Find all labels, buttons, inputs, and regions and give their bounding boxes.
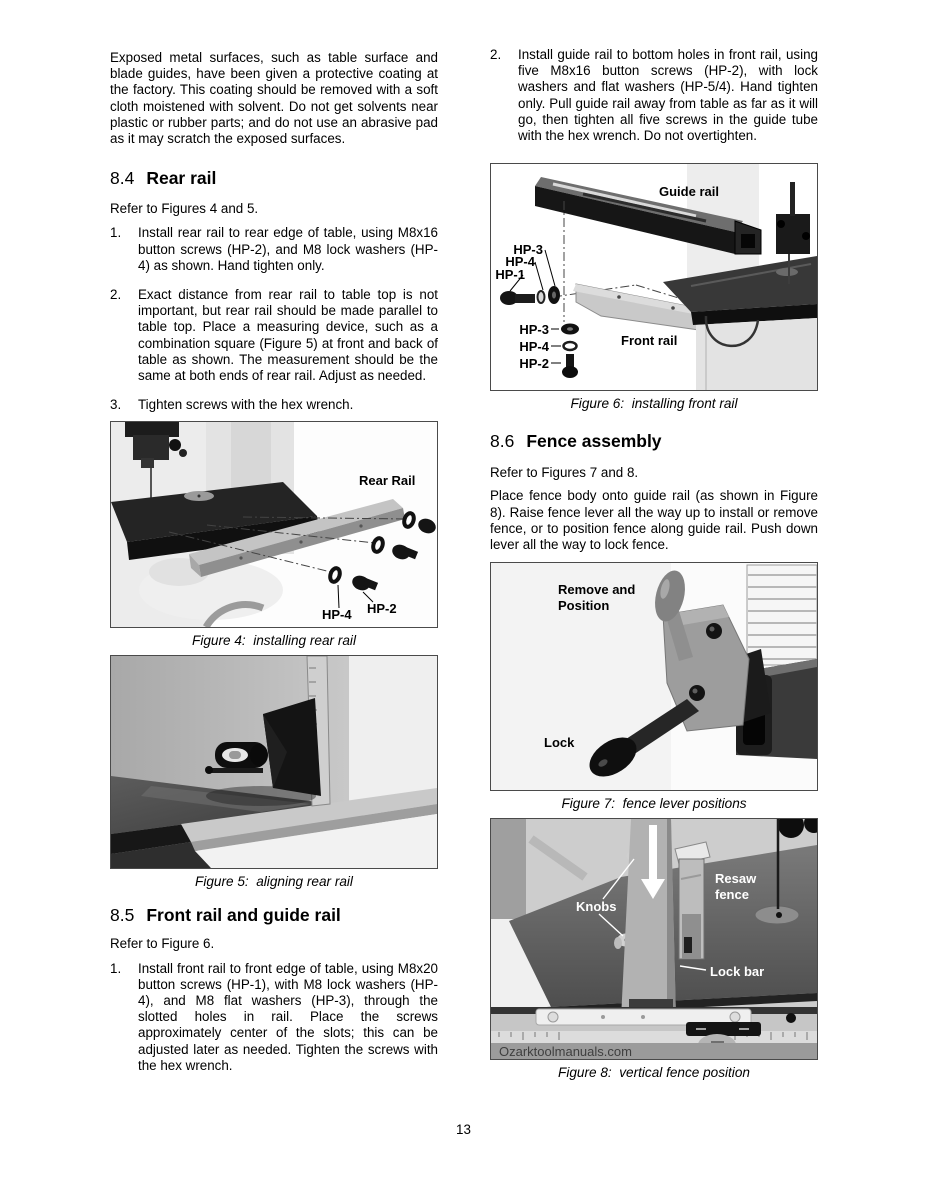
list-item-8-4-2: [110, 287, 438, 384]
figure6-label-hp4-top: HP-4: [505, 254, 535, 270]
list-text: Exact distance from rear rail to table top is not important, but rear rail should be made parallel to table top. Place a measuring device, such as a combination square (Figure 5) at front and back of table as shown. The measurement should be the same at both ends of rear rail. Adjust as needed.: [138, 287, 438, 384]
figure-7-caption: Figure 7: fence lever positions: [561, 796, 747, 812]
figure4-label-hp4: HP-4: [322, 607, 352, 623]
figure7-label-remove-line2: Position: [558, 598, 610, 614]
figure6-label-guide-rail: Guide rail: [659, 184, 719, 200]
section-8-5-heading: [110, 905, 438, 926]
figure-7-illustration: [491, 563, 817, 790]
list-text: Install guide rail to bottom holes in front rail, using five M8x16 button screws (HP-2), with lock washers and flat washers (HP-5/4). Hand tighten only. Pull guide rail away from table as far as it will go, then tighten all five screws in the guide tube with the hex wrench. Do not overtighten.: [518, 47, 818, 144]
figure4-label-hp2: HP-2: [367, 601, 397, 617]
figure-6-illustration: [491, 164, 817, 390]
list-item-8-5-2: [490, 47, 818, 144]
figure8-watermark: Ozarktoolmanuals.com: [499, 1044, 632, 1060]
figure-8-illustration: [491, 819, 817, 1059]
figure4-label-rear-rail: Rear Rail: [359, 473, 416, 489]
figure-4-caption: Figure 4: installing rear rail: [192, 633, 356, 649]
list-item-8-5-1: [110, 961, 438, 1074]
section-8-4-refer: Refer to Figures 4 and 5.: [110, 201, 259, 217]
fence-extrusion: [747, 565, 817, 665]
figure-6-caption: Figure 6: installing front rail: [570, 396, 738, 412]
section-8-5-title: Front rail and guide rail: [146, 905, 341, 926]
list-number: 2.: [110, 287, 122, 303]
left-column: [110, 50, 438, 1074]
list-number: 1.: [110, 960, 122, 976]
figure-5: [110, 655, 438, 869]
figure-8-caption: Figure 8: vertical fence position: [558, 1065, 750, 1081]
figure-4: [110, 421, 438, 628]
figure8-label-knobs: Knobs: [576, 899, 617, 915]
figure6-label-hp4-bottom: HP-4: [519, 339, 549, 355]
list-number: 3.: [110, 397, 122, 413]
figure-4-illustration: [111, 422, 437, 627]
figure6-label-hp3-top: HP-3: [513, 242, 543, 258]
section-8-4-number: 8.4: [110, 168, 135, 189]
section-8-5-number: 8.5: [110, 905, 135, 926]
intro-paragraph: Exposed metal surfaces, such as table surface and blade guides, have been given a protective coating at the factory. This coating should be removed with a soft cloth moistened with solvent. Do not get solvents near plastic or rubber parts; and do not use an abrasive pad as it may scratch the exposed surfaces.: [110, 50, 438, 147]
right-column: [490, 47, 818, 1081]
figure6-label-hp2: HP-2: [519, 356, 549, 372]
figure6-label-hp1: HP-1: [495, 267, 525, 283]
page-number: 13: [456, 1122, 471, 1137]
list-text: Tighten screws with the hex wrench.: [138, 397, 354, 413]
section-8-5-refer: Refer to Figure 6.: [110, 936, 215, 952]
list-text: Install front rail to front edge of table, using M8x20 button screws (HP-1), with M8 lock washers (HP-4), and M8 flat washers (HP-3), through the slotted holes in rail. Place the screws approximately center of the slots; this can be adjusted later as needed. Tighten the screws with the hex wrench.: [138, 960, 438, 1073]
figure7-label-remove-line1: Remove and: [558, 582, 636, 598]
section-8-6-number: 8.6: [490, 431, 515, 452]
section-8-6-heading: [490, 431, 818, 452]
figure8-label-lock-bar: Lock bar: [710, 964, 765, 980]
list-item-8-4-1: [110, 225, 438, 274]
list-number: 1.: [110, 225, 122, 241]
figure8-label-resaw-line1: Resaw: [715, 871, 757, 887]
figure-5-illustration: [111, 656, 437, 868]
section-8-6-title: Fence assembly: [526, 431, 662, 452]
section-8-6-refer: Refer to Figures 7 and 8.: [490, 465, 639, 481]
section-8-4-heading: [110, 168, 438, 189]
list-item-8-4-3: [110, 397, 438, 413]
section-8-6-body: Place fence body onto guide rail (as shown in Figure 8). Raise fence lever all the way up to install or remove fence, or to position fence along guide rail. Push down lever all the way to lock fence.: [490, 488, 818, 553]
list-text: Install rear rail to rear edge of table, using M8x16 button screws (HP-2), and M8 lock washers (HP-4) as shown. Hand tighten only.: [138, 225, 438, 273]
figure-5-caption: Figure 5: aligning rear rail: [195, 874, 353, 890]
figure-7: [490, 562, 818, 791]
section-8-4-title: Rear rail: [146, 168, 217, 189]
figure6-label-front-rail: Front rail: [621, 333, 678, 349]
list-number: 2.: [490, 47, 502, 62]
figure8-label-resaw-line2: fence: [715, 887, 749, 903]
figure6-label-hp3-bottom: HP-3: [519, 322, 549, 338]
figure-8: [490, 818, 818, 1060]
figure-6: [490, 163, 818, 391]
figure7-label-lock: Lock: [544, 735, 575, 751]
